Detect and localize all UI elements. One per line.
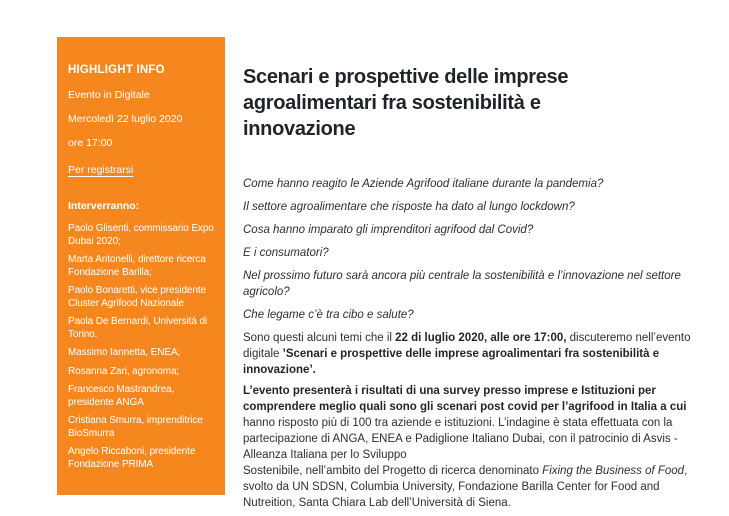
question-item: Che legame c’è tra cibo e salute? [243, 309, 414, 321]
register-link[interactable]: Per registrarsi [68, 164, 134, 176]
intro-text-2: discuteremo nell’evento digitale [243, 332, 691, 360]
speaker-item: Cristiana Smurra, imprenditrice BioSmurra [68, 415, 203, 439]
page-title: Scenari e prospettive delle imprese agroalimentari fra sostenibilità e innovazione [243, 66, 569, 140]
details-bold-lead: L’evento presenterà i risultati di una survey presso imprese e Istituzioni per comprendere meglio quali sono gli scenari post covid per l’agrifood in Italia a cui [243, 385, 687, 413]
speaker-item: Rosanna Zari, agronoma; [68, 365, 180, 377]
highlight-info-sidebar [57, 37, 225, 495]
speaker-item: Paolo Bonaretti, vice presidente Cluster Agrifood Nazionale [68, 285, 206, 309]
question-item: Il settore agroalimentare che risposte ha dato al lungo lockdown? [243, 201, 575, 213]
event-date: Mercoledì 22 luglio 2020 [68, 113, 183, 125]
speaker-item: Marta Antonelli, direttore ricerca Fondazione Barilla; [68, 254, 206, 278]
intro-text-1: Sono questi alcuni temi che il [243, 332, 396, 344]
article-content [243, 64, 700, 516]
sidebar-heading: HIGHLIGHT INFO [68, 64, 165, 76]
speaker-item: Paolo Glisenti, commissario Expo Dubai 2020; [68, 223, 214, 247]
speaker-item: Angelo Riccaboni, presidente Fondazione PRIMA [68, 446, 196, 470]
speaker-item: Francesco Mastrandrea, presidente ANGA [68, 384, 175, 408]
question-item: Nel prossimo futuro sarà ancora più centrale la sostenibilità e l’innovazione nel settore agricolo? [243, 270, 681, 298]
speakers-list [68, 223, 214, 471]
speaker-item: Massimo Iannetta, ENEA; [68, 347, 181, 358]
details-italic-project: Fixing the Business of Food [542, 465, 685, 477]
speakers-heading: Interverranno: [68, 200, 140, 212]
intro-bold-title: ’Scenari e prospettive delle imprese agroalimentari fra sostenibilità e innovazione’. [243, 348, 660, 376]
intro-paragraph [243, 330, 700, 378]
questions-list [243, 176, 700, 323]
details-text-1: hanno risposto più di 100 tra aziende e istituzioni. L’indagine è stata effettuata con la partecipazione di ANGA, ENEA e Padiglione Italiano Dubai, con il patrocinio di Asvis - Alleanza Italiana per lo Sviluppo [243, 417, 678, 461]
details-paragraph [243, 383, 700, 511]
event-time: ore 17:00 [68, 137, 113, 149]
intro-bold-date: 22 di luglio 2020, alle ore 17:00, [395, 332, 567, 344]
event-type: Evento in Digitale [68, 89, 150, 101]
question-item: Come hanno reagito le Aziende Agrifood italiane durante la pandemia? [243, 178, 604, 190]
question-item: E i consumatori? [243, 247, 329, 259]
details-text-3: , svolto da UN SDSN, Columbia University, Fondazione Barilla Center for Food and Nutreition, Santa Chiara Lab dell’Università di Siena. [243, 465, 688, 509]
question-item: Cosa hanno imparato gli imprenditori agrifood dal Covid? [243, 224, 534, 236]
details-text-2: Sostenibile, nell’ambito del Progetto di ricerca denominato [243, 465, 543, 477]
speaker-item: Paola De Bernardi, Università di Torino. [68, 316, 208, 340]
